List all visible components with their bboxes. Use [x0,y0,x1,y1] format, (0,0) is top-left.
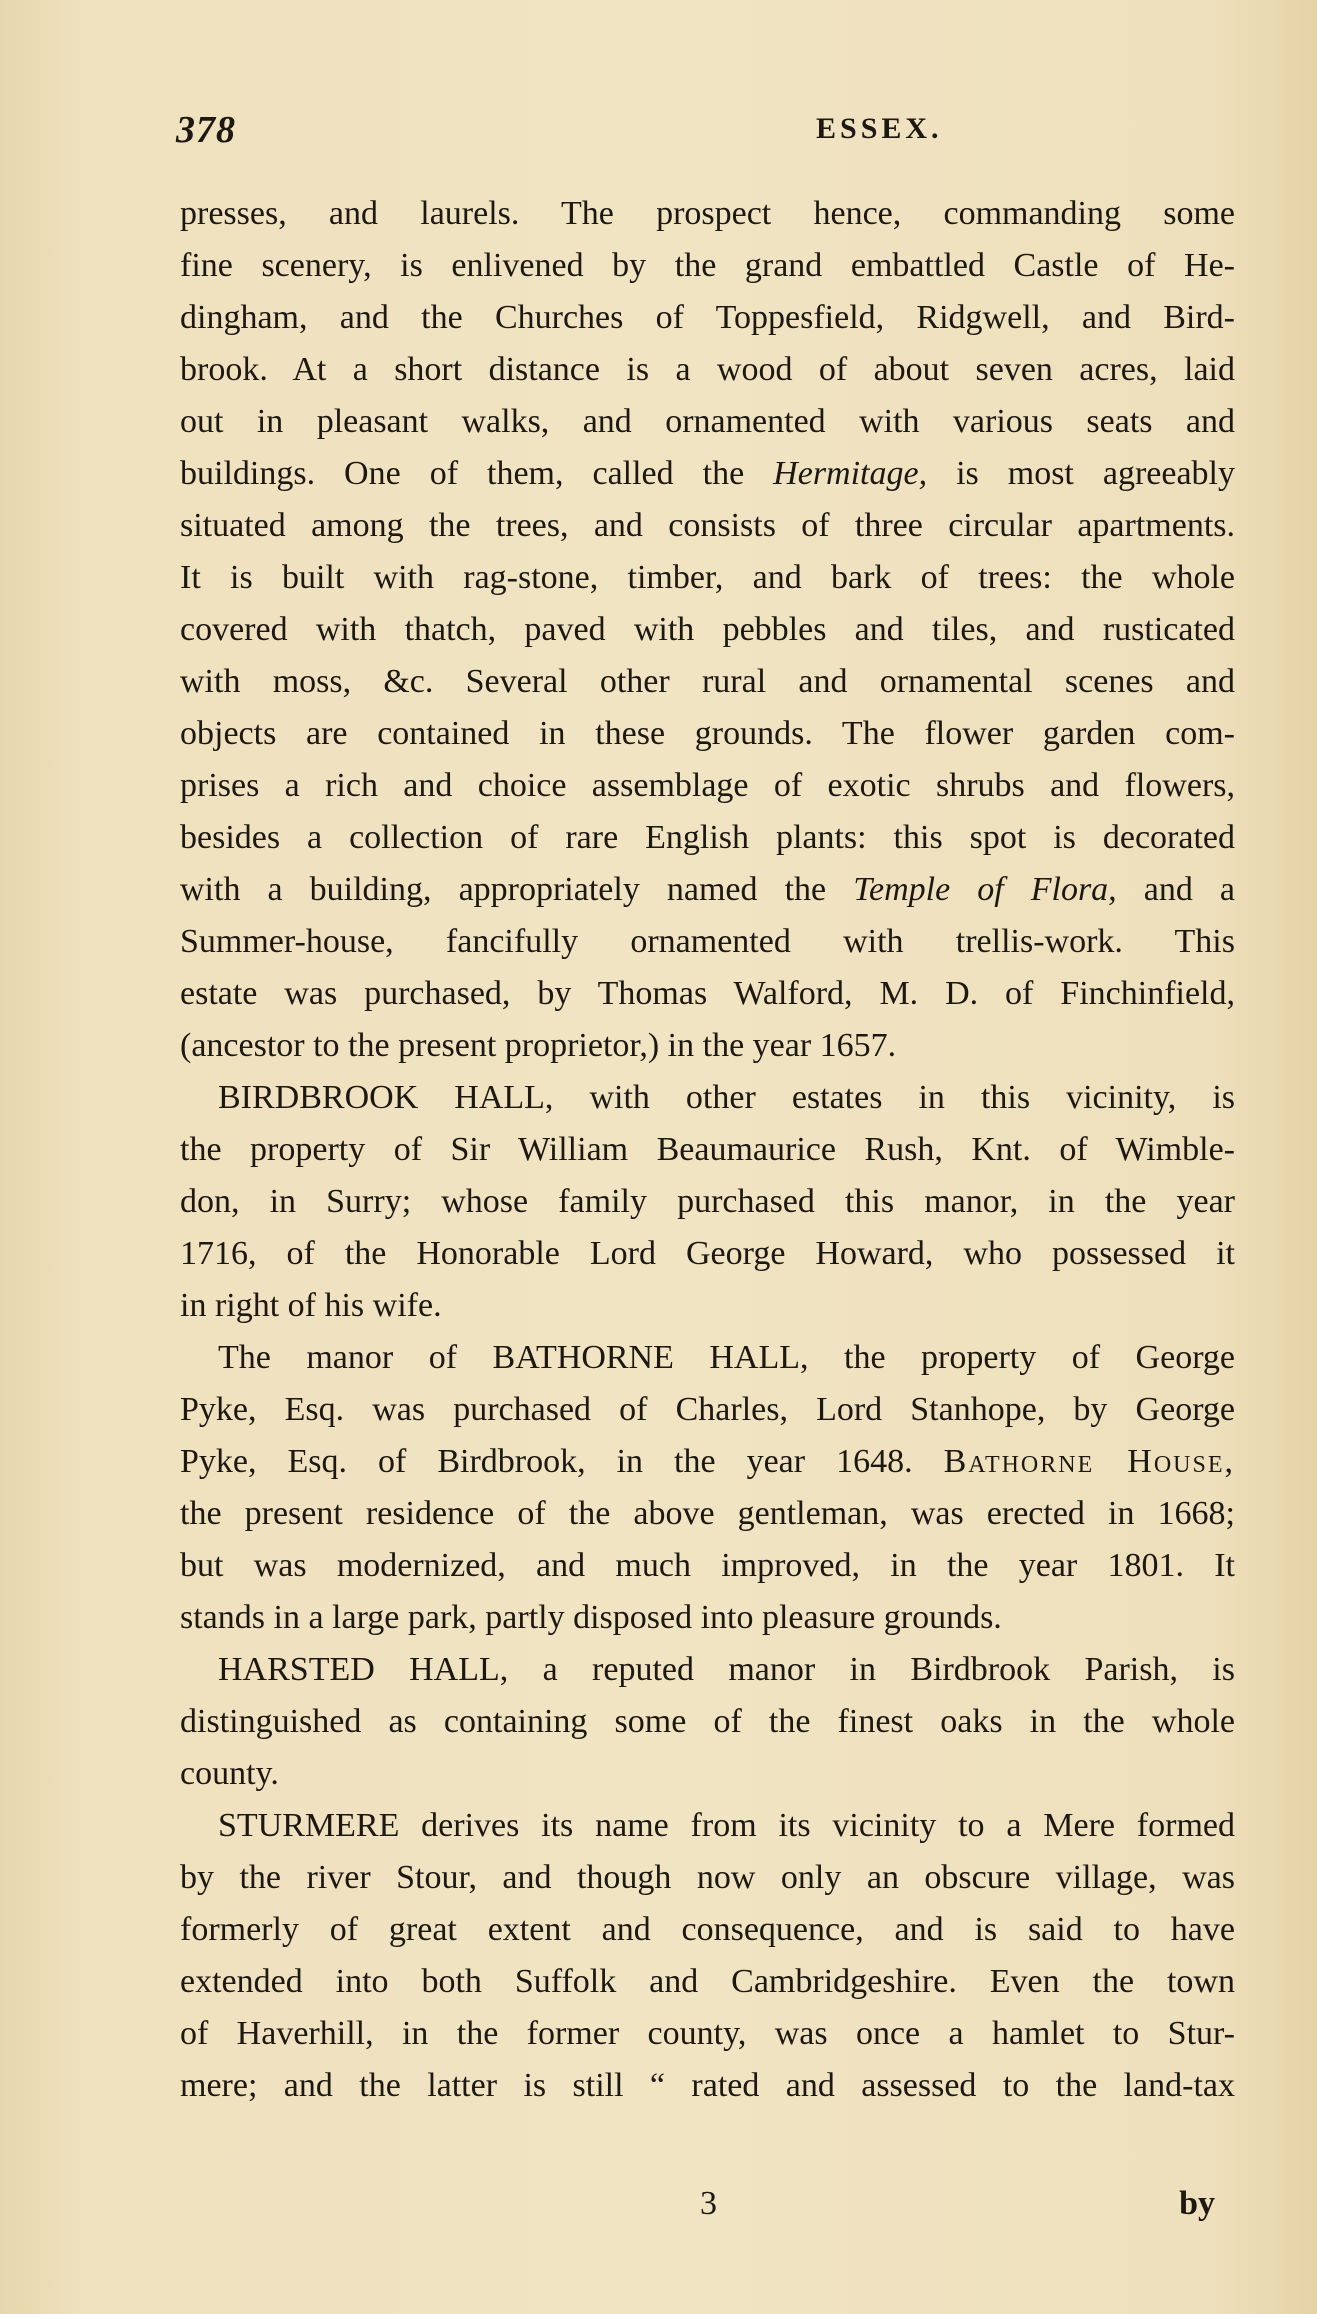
text-line [180,760,1235,812]
text-line [180,448,1235,500]
text-line [180,1228,1235,1280]
page-footer [180,2178,1235,2230]
text-line [180,240,1235,292]
text-segment: fine scenery, is enlivened by the grand embattled Castle of He- [180,247,1235,284]
italic-text: Hermitage, [773,455,928,492]
text-segment: in right of his wife. [180,1287,442,1324]
text-segment: buildings. One of them, called the [180,455,774,492]
text-segment: 1716, of the Honorable Lord George Howard, who possessed it [180,1235,1235,1272]
text-segment: STURMERE derives its name from its vicinity to a Mere formed [218,1807,1235,1844]
text-segment: county. [180,1755,279,1792]
text-segment: presses, and laurels. The prospect hence, commanding some [180,195,1235,232]
text-segment: prises a rich and choice assemblage of exotic shrubs and flowers, [180,767,1235,804]
text-line [180,1280,1235,1332]
text-line [180,864,1235,916]
text-segment: the present residence of the above gentleman, was erected in 1668; [180,1495,1235,1532]
text-line [180,552,1235,604]
text-segment: with a building, appropriately named the [180,871,854,908]
text-segment: Pyke, Esq. was purchased of Charles, Lord Stanhope, by George [180,1391,1235,1428]
text-line [180,708,1235,760]
text-segment: out in pleasant walks, and ornamented with various seats and [180,403,1235,440]
text-line [180,2060,1235,2112]
text-line [180,344,1235,396]
text-segment: and a [1116,871,1235,908]
text-line [180,1800,1235,1852]
text-line [180,188,1235,240]
text-line [180,292,1235,344]
text-segment: with moss, &c. Several other rural and ornamental scenes and [180,663,1235,700]
text-line [180,1904,1235,1956]
catchword: by [1179,2185,1215,2222]
text-segment: BIRDBROOK HALL, with other estates in this vicinity, is [218,1079,1235,1116]
text-line [180,1644,1235,1696]
text-segment: estate was purchased, by Thomas Walford, M. D. of Finchinfield, [180,975,1235,1012]
text-line [180,1956,1235,2008]
text-line [180,1020,1235,1072]
text-line [180,1384,1235,1436]
running-title: ESSEX. [816,112,943,145]
text-segment: objects are contained in these grounds. The flower garden com- [180,715,1235,752]
small-caps-text: Bathorne House, [943,1443,1235,1480]
text-segment: don, in Surry; whose family purchased this manor, in the year [180,1183,1235,1220]
text-segment: brook. At a short distance is a wood of about seven acres, laid [180,351,1235,388]
text-line [180,604,1235,656]
text-line [180,396,1235,448]
text-segment: is most agreeably [927,455,1235,492]
text-line [180,1072,1235,1124]
text-segment: Pyke, Esq. of Birdbrook, in the year 1648. [180,1443,944,1480]
text-segment: distinguished as containing some of the finest oaks in the whole [180,1703,1235,1740]
text-line [180,1696,1235,1748]
text-line [180,812,1235,864]
text-line [180,1436,1235,1488]
text-line [180,1124,1235,1176]
text-segment: The manor of BATHORNE HALL, the property of George [218,1339,1235,1376]
text-line [180,1332,1235,1384]
text-segment: covered with thatch, paved with pebbles and tiles, and rusticated [180,611,1235,648]
text-line [180,2008,1235,2060]
text-line [180,1748,1235,1800]
text-segment: formerly of great extent and consequence, and is said to have [180,1911,1235,1948]
text-segment: but was modernized, and much improved, in the year 1801. It [180,1547,1235,1584]
text-line [180,1540,1235,1592]
text-segment: extended into both Suffolk and Cambridgeshire. Even the town [180,1963,1235,2000]
signature-mark: 3 [700,2185,717,2222]
text-line [180,1176,1235,1228]
text-segment: the property of Sir William Beaumaurice Rush, Knt. of Wimble- [180,1131,1235,1168]
text-segment: (ancestor to the present proprietor,) in the year 1657. [180,1027,897,1064]
text-line [180,968,1235,1020]
text-segment: of Haverhill, in the former county, was once a hamlet to Stur- [180,2015,1235,2052]
text-segment: HARSTED HALL, a reputed manor in Birdbrook Parish, is [218,1651,1235,1688]
text-segment: besides a collection of rare English plants: this spot is decorated [180,819,1235,856]
running-head [176,108,1226,158]
text-line [180,1488,1235,1540]
text-segment: stands in a large park, partly disposed into pleasure grounds. [180,1599,1002,1636]
text-segment: mere; and the latter is still “ rated and assessed to the land-tax [180,2067,1235,2104]
text-segment: dingham, and the Churches of Toppesfield, Ridgwell, and Bird- [180,299,1235,336]
text-line [180,1592,1235,1644]
text-line [180,656,1235,708]
text-segment: Summer-house, fancifully ornamented with trellis-work. This [180,923,1235,960]
body-text [180,188,1235,2112]
text-segment: by the river Stour, and though now only an obscure village, was [180,1859,1235,1896]
page-number: 378 [176,109,236,151]
text-segment: It is built with rag-stone, timber, and bark of trees: the whole [180,559,1235,596]
text-segment: situated among the trees, and consists of three circular apartments. [180,507,1235,544]
text-line [180,1852,1235,1904]
italic-text: Temple of Flora, [853,871,1117,908]
text-line [180,500,1235,552]
text-line [180,916,1235,968]
